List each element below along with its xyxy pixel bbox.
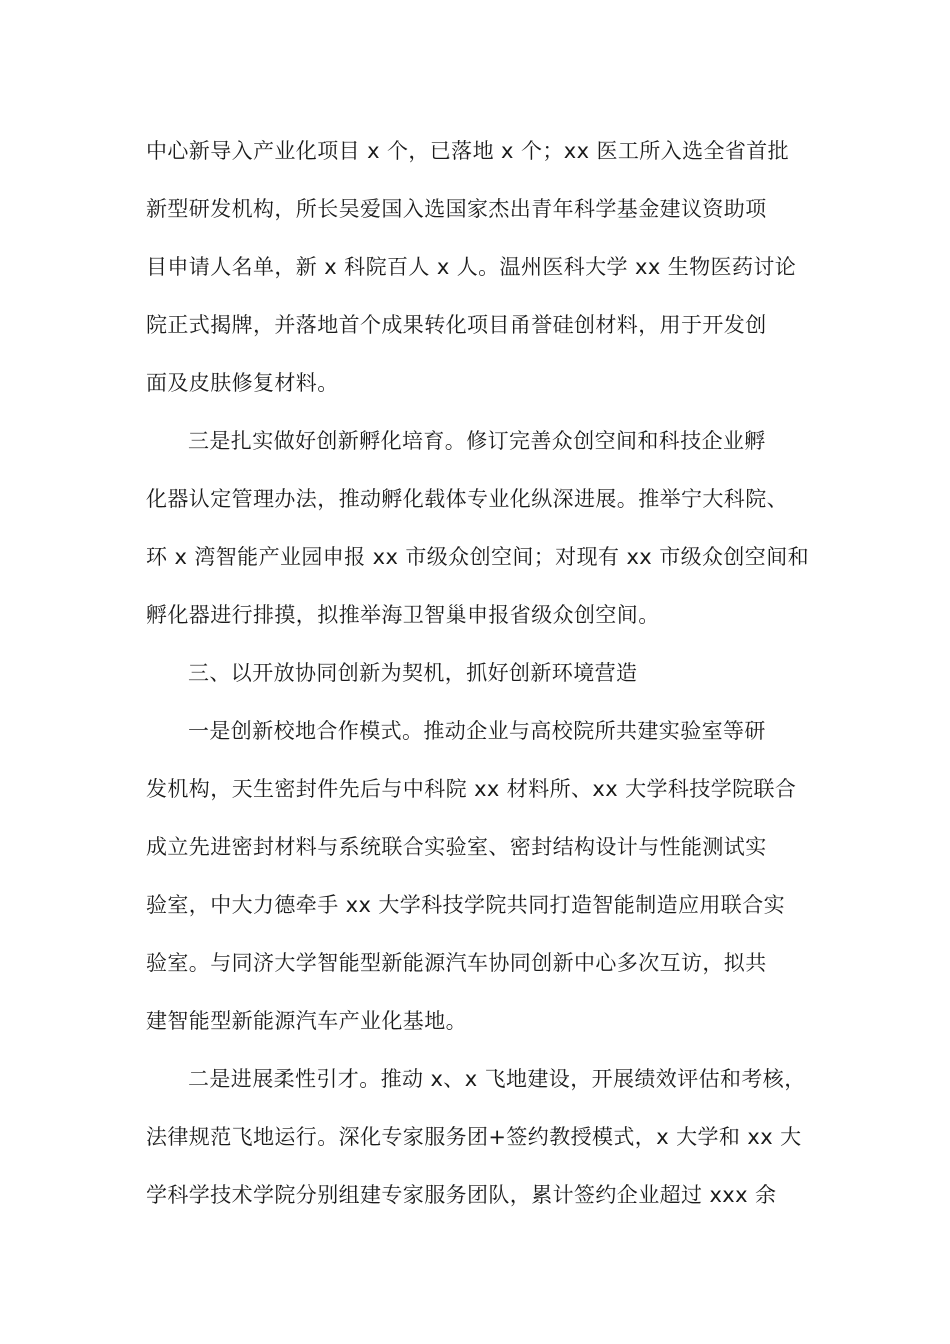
section-heading: 三、以开放协同创新为契机，抓好创新环境营造 xyxy=(188,661,638,685)
text-line: 中心新导入产业化项目 x 个，已落地 x 个；xx 医工所入选全省首批 xyxy=(146,139,790,163)
text-line: 成立先进密封材料与系统联合实验室、密封结构设计与性能测试实 xyxy=(146,835,767,859)
paragraph-first-line: 一是创新校地合作模式。推动企业与高校院所共建实验室等研 xyxy=(188,719,766,743)
text-line: 化器认定管理办法，推动孵化载体专业化纵深进展。推举宁大科院、 xyxy=(146,487,788,511)
text-line: 法律规范飞地运行。深化专家服务团+签约教授模式，x 大学和 xx 大 xyxy=(146,1125,802,1149)
text-line: 新型研发机构，所长吴爱国入选国家杰出青年科学基金建议资助项 xyxy=(146,197,767,221)
text-line: 环 x 湾智能产业园申报 xx 市级众创空间；对现有 xx 市级众创空间和 xyxy=(146,545,809,569)
text-line: 验室，中大力德牵手 xx 大学科技学院共同打造智能制造应用联合实 xyxy=(146,893,786,917)
text-line: 面及皮肤修复材料。 xyxy=(146,371,339,395)
text-line: 发机构，天生密封件先后与中科院 xx 材料所、xx 大学科技学院联合 xyxy=(146,777,797,801)
text-line: 建智能型新能源汽车产业化基地。 xyxy=(146,1009,467,1033)
paragraph-first-line: 二是进展柔性引才。推动 x、x 飞地建设，开展绩效评估和考核， xyxy=(188,1067,806,1091)
text-line: 学科学技术学院分别组建专家服务团队，累计签约企业超过 xxx 余 xyxy=(146,1183,777,1207)
paragraph-first-line: 三是扎实做好创新孵化培育。修订完善众创空间和科技企业孵 xyxy=(188,429,766,453)
text-line: 孵化器进行排摸，拟推举海卫智巢申报省级众创空间。 xyxy=(146,603,660,627)
text-line: 验室。与同济大学智能型新能源汽车协同创新中心多次互访，拟共 xyxy=(146,951,767,975)
text-line: 目申请人名单，新 x 科院百人 x 人。温州医科大学 xx 生物医药讨论 xyxy=(146,255,797,279)
text-line: 院正式揭牌，并落地首个成果转化项目甬誉硅创材料，用于开发创 xyxy=(146,313,767,337)
